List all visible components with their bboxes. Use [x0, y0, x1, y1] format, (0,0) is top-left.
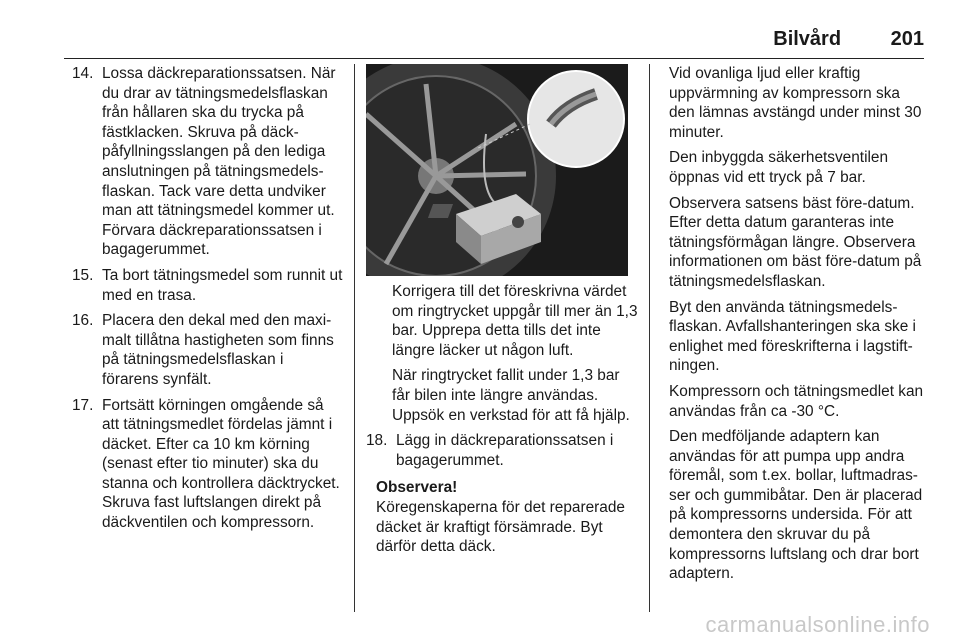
step-text: Lossa däckreparationssatsen. När du drar av tätningsmedelsflaskan från hållaren ska du trycka på fästklacken. Skruva på däckpåfyllningsslangen på den lediga anslutningen på tätningsmedelsflaskan. Tack vare detta undviker man att tätningsmedel kommer ut. Förvara däckreparationssatsen i bagagerummet.: [102, 65, 336, 259]
step-16: [72, 311, 344, 389]
note-text: Köregenskaperna för det reparerade däcket är kraftigt försämrade. Byt därför detta däck.: [376, 498, 625, 556]
column-2: [366, 64, 638, 557]
page-header: [64, 28, 924, 59]
section-title: Bilvård: [773, 28, 842, 50]
paragraph: Den inbyggda säkerhetsventilen öppnas vid ett tryck på 7 bar.: [669, 149, 889, 186]
step-number: 15.: [72, 266, 94, 284]
note-block: [366, 478, 638, 556]
step-14: [72, 64, 344, 260]
step-number: 17.: [72, 396, 94, 414]
step-number: 16.: [72, 312, 94, 330]
step-15: [72, 266, 344, 305]
page-number: 201: [890, 28, 924, 50]
column-1: [72, 64, 344, 539]
sub-paragraph: Korrigera till det föreskrivna värdet om ringtrycket uppgår till mer än 1,3 bar. Upprepa detta tills det inte längre läcker ut någon luft.: [392, 283, 638, 359]
paragraph: Observera satsens bäst före-datum. Efter detta datum garanteras inte tätningsförmågan längre. Observera informationen om bäst före-datum på tätningsmedelsflaskan.: [669, 194, 922, 290]
paragraph: Vid ovanliga ljud eller kraftig uppvärmning av kompressorn ska den lämnas avstängd under minst 30 minuter.: [669, 65, 922, 141]
step-text: Fortsätt körningen omgående så att tätningsmedlet fördelas jämnt i däcket. Efter ca 10 km körning (senast efter tio minuter) ska du stanna och kontrollera däcktrycket. Skruva fast luftslangen direkt på däckventilen och kompressorn.: [102, 396, 340, 532]
step-text: Lägg in däckreparationssatsen i bagagerummet.: [396, 432, 614, 469]
tyre-repair-illustration: [366, 64, 628, 276]
column-3: [669, 64, 929, 590]
watermark: carmanualsonline.info: [705, 612, 930, 637]
column-divider: [649, 64, 650, 612]
column-divider: [354, 64, 355, 612]
paragraph: Den medföljande adaptern kan användas för att pumpa upp andra föremål, som t.ex. bollar, luftmadrasser och gummibåtar. Den är placerad på kompressorns undersida. För att demontera den skruvar du på kompressorns luftslang och drar bort adaptern.: [669, 428, 923, 583]
wheel-compressor-illustration: [366, 64, 628, 276]
paragraph: Kompressorn och tätningsmedlet kan användas från ca -30 °C.: [669, 382, 924, 420]
step-text: Placera den dekal med den maximalt tillåtna hastigheten som finns på tätningsmedelsflaskan i förarens synfält.: [102, 312, 334, 388]
step-number: 14.: [72, 65, 94, 82]
note-title: Observera!: [376, 479, 458, 497]
sub-paragraph: När ringtrycket fallit under 1,3 bar får bilen inte längre användas. Uppsök en verkstad för att få hjälp.: [392, 367, 630, 424]
step-number: 18.: [366, 432, 388, 450]
paragraph: Byt den använda tätningsmedelsflaskan. Avfallshanteringen ska ske i enlighet med föreskrifterna i lagstiftningen.: [669, 298, 916, 375]
step-17: [72, 396, 344, 533]
step-18: [366, 431, 638, 470]
step-text: Ta bort tätningsmedel som runnit ut med en trasa.: [102, 266, 343, 304]
